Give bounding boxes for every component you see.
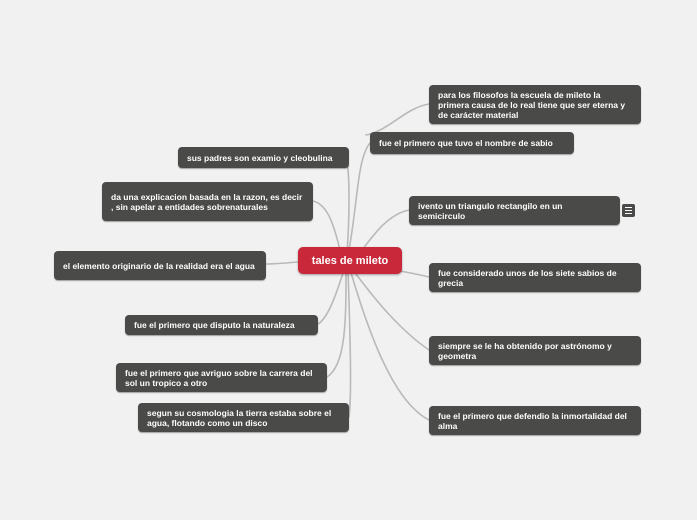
topic-label: da una explicacion basada en la razon, es decir , sin apelar a entidades sobrenaturales — [111, 191, 303, 212]
connector-10 — [318, 270, 344, 324]
connector-9 — [266, 262, 298, 264]
topic-label: fue considerado unos de los siete sabios de grecia — [438, 267, 617, 288]
topic-label: fue el primero que defendio la inmortalidad del alma — [438, 410, 627, 431]
topic-siete-sabios[interactable] — [429, 263, 641, 292]
topic-padres[interactable] — [178, 147, 349, 168]
note-icon[interactable] — [622, 204, 635, 217]
topic-label: sus padres son examio y cleobulina — [187, 152, 333, 163]
topic-label: fue el primero que tuvo el nombre de sabio — [379, 138, 553, 148]
topic-sabio[interactable] — [370, 132, 574, 154]
topic-inmortalidad[interactable] — [429, 406, 641, 435]
topic-naturaleza[interactable] — [125, 315, 318, 335]
topic-triangulo[interactable] — [409, 196, 620, 225]
topic-label: el elemento originario de la realidad era el agua — [63, 260, 255, 271]
topic-carrera-sol[interactable] — [116, 363, 327, 392]
topic-label: siempre se le ha obtenido por astrónomo y geometra — [438, 340, 612, 361]
topic-label: fue el primero que disputo la naturaleza — [134, 320, 295, 330]
topic-elemento-agua[interactable] — [54, 251, 266, 280]
central-topic-label: tales de mileto — [311, 254, 389, 267]
topic-label: segun su cosmologia la tierra estaba sobre el agua, flotando como un disco — [147, 407, 332, 428]
connector-11 — [327, 270, 346, 377]
topic-label: para los filosofos la escuela de mileto la primera causa de lo real tiene que ser eterna y de carácter material — [438, 89, 626, 120]
subtopic-escuela-mileto[interactable] — [429, 85, 641, 124]
connector-6 — [349, 266, 429, 420]
central-topic[interactable] — [298, 247, 402, 274]
topic-explicacion-razon[interactable] — [102, 182, 313, 221]
topic-label: fue el primero que avriguo sobre la carrera del sol un tropico a otro — [125, 367, 313, 388]
topic-cosmologia[interactable] — [138, 403, 349, 432]
topic-astronomo[interactable] — [429, 336, 641, 365]
connector-12 — [348, 270, 351, 417]
topic-label: ivento un triangulo rectangilo en un semicirculo — [418, 200, 563, 221]
connector-2 — [366, 104, 429, 135]
